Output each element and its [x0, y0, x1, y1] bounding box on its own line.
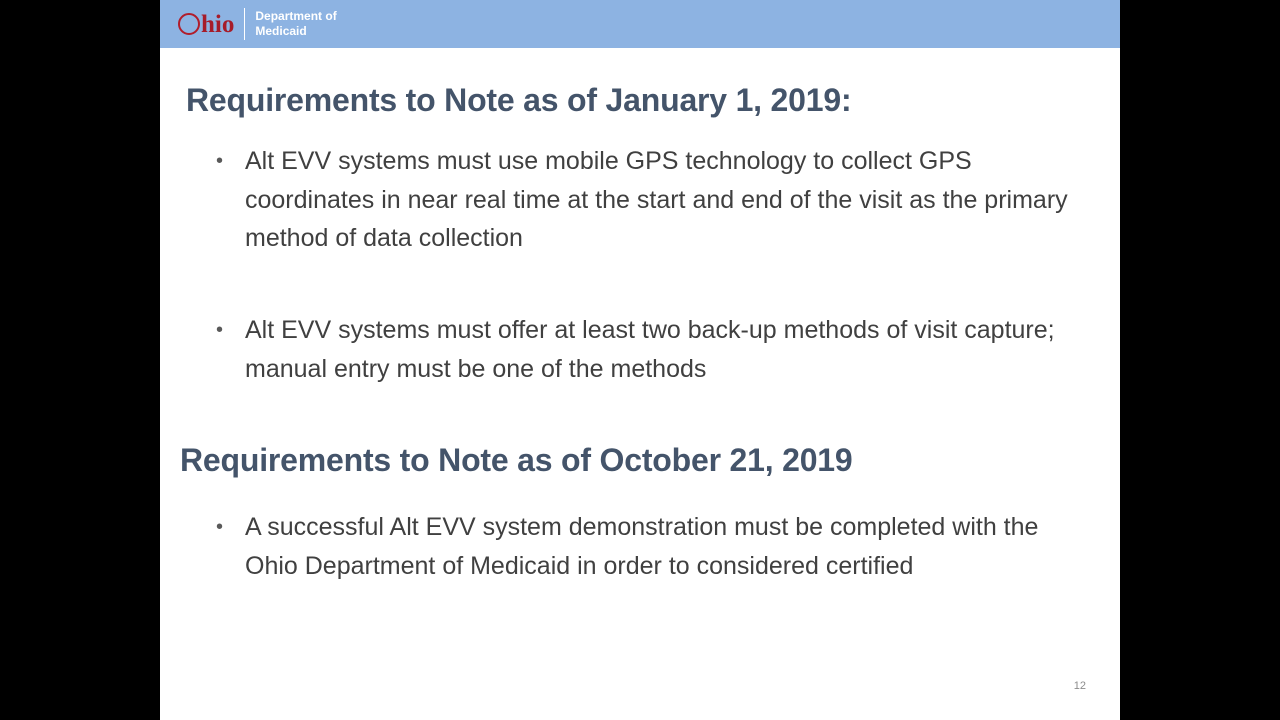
- bullet-text: Alt EVV systems must use mobile GPS technology to collect GPS coordinates in near real time at the start and end of the visit as the primary method of data collection: [245, 147, 1068, 252]
- department-name: [255, 9, 336, 39]
- ohio-o-icon: [178, 13, 200, 35]
- logo-wordmark: hio: [201, 10, 235, 38]
- bullet-icon: •: [216, 319, 224, 341]
- bullet-item: [216, 311, 1076, 388]
- page-number: 12: [1073, 680, 1086, 692]
- logo-divider: [244, 8, 245, 40]
- bullet-item: [216, 142, 1076, 258]
- section-heading-january: Requirements to Note as of January 1, 2019:: [186, 82, 852, 118]
- header-bar: [160, 0, 1120, 48]
- bullet-text: Alt EVV systems must offer at least two back-up methods of visit capture; manual entry must be one of the methods: [245, 316, 1055, 383]
- bullet-icon: •: [216, 150, 224, 172]
- department-line-1: Department of: [255, 9, 337, 23]
- department-line-2: Medicaid: [255, 24, 307, 38]
- section-heading-october: Requirements to Note as of October 21, 2019: [180, 442, 853, 478]
- slide: [160, 0, 1120, 720]
- bullet-text: A successful Alt EVV system demonstration must be completed with the Ohio Department of Medicaid in order to considered certified: [245, 513, 1039, 580]
- bullet-icon: •: [216, 516, 224, 538]
- bullet-item: [216, 508, 1076, 585]
- ohio-medicaid-logo: [178, 6, 337, 42]
